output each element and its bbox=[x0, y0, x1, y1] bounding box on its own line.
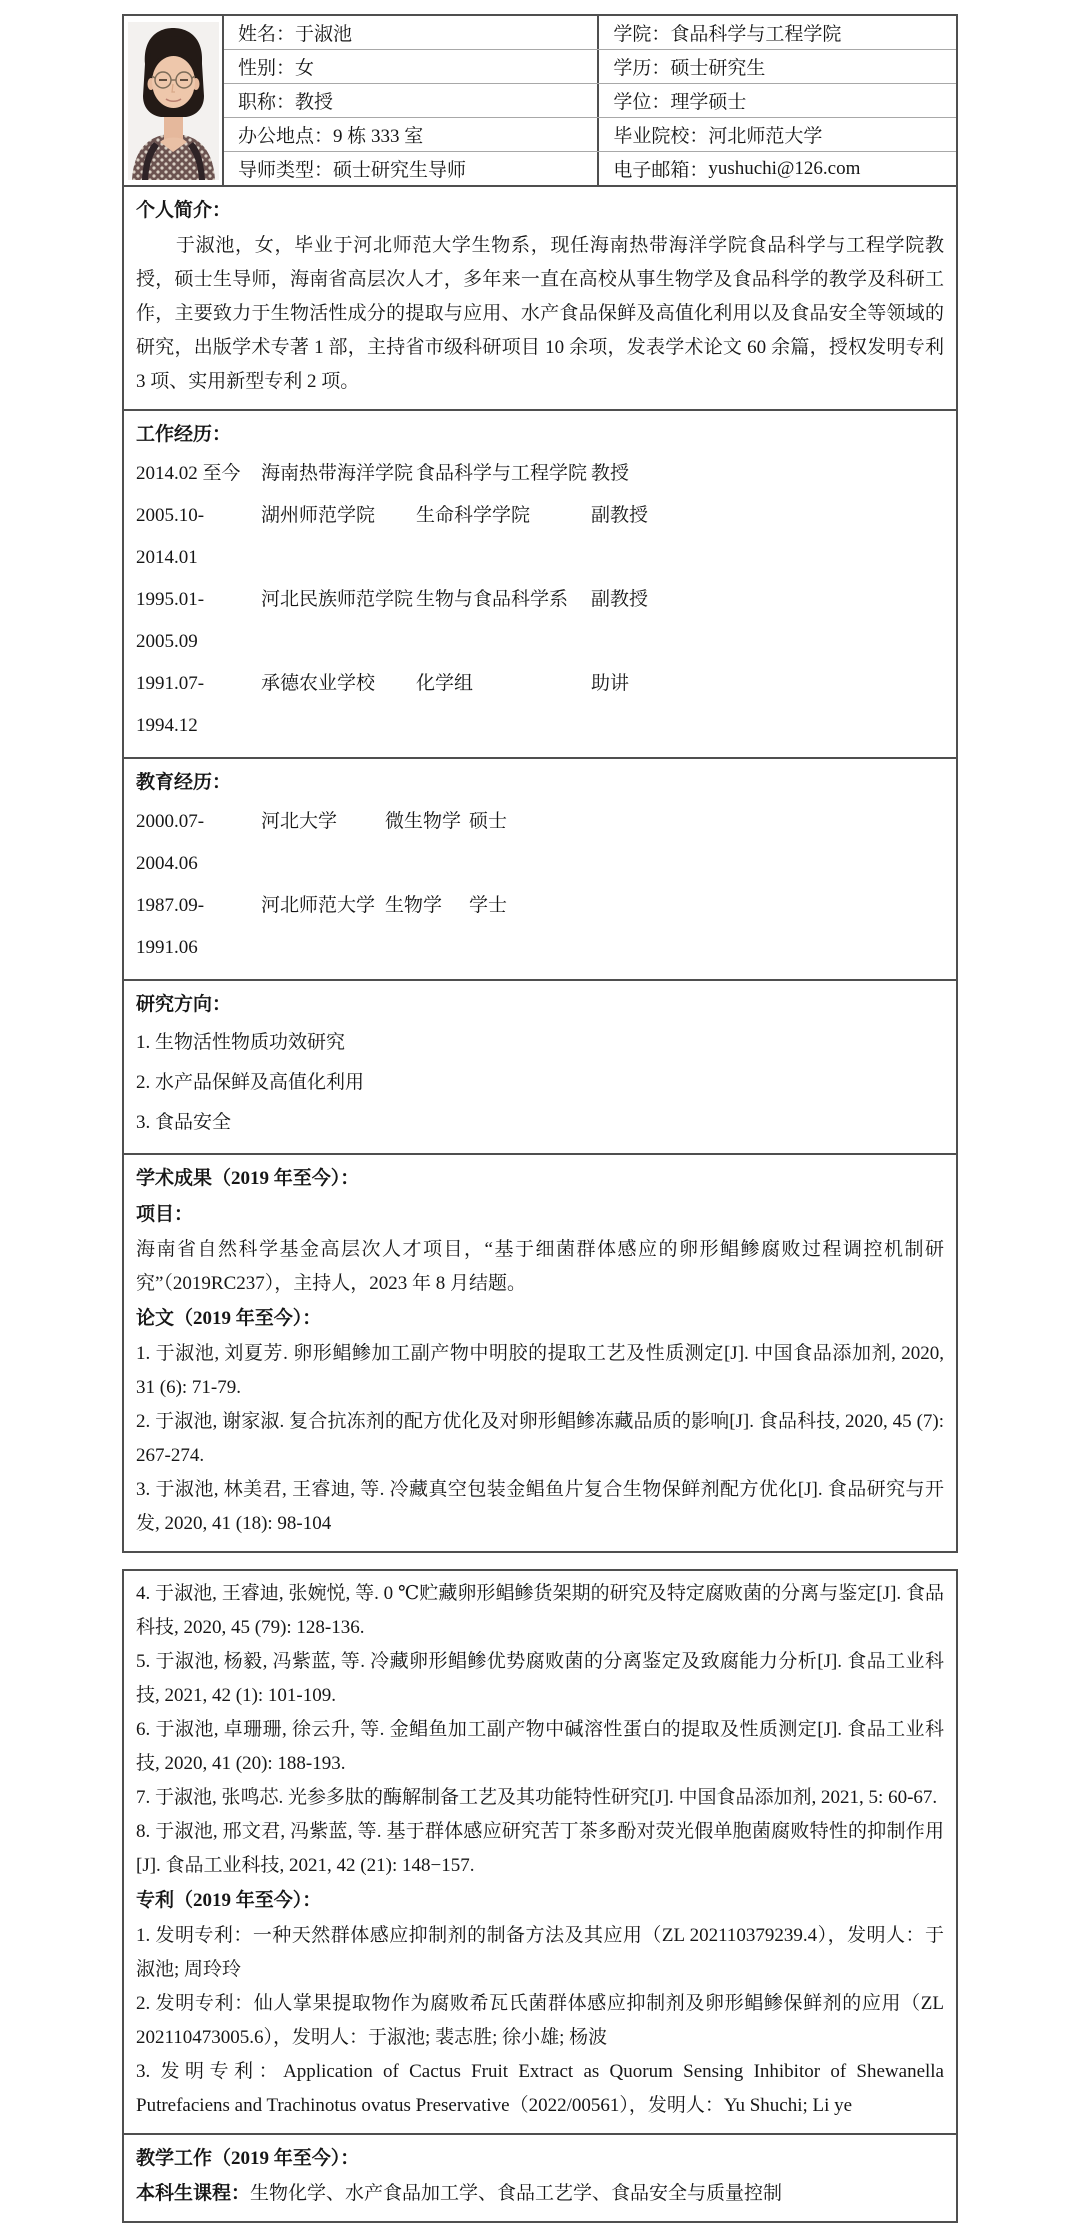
research-heading: 研究方向： bbox=[136, 994, 232, 1015]
work-heading: 工作经历： bbox=[136, 424, 232, 445]
profile-fields bbox=[224, 16, 956, 185]
field-college bbox=[597, 16, 956, 49]
section-research-directions bbox=[124, 979, 956, 1153]
edu-school: 河北师范大学 bbox=[261, 895, 376, 916]
field-value: 硕士研究生 bbox=[670, 58, 766, 79]
patent-item: 2. 发明专利：仙人掌果提取物作为腐败希瓦氏菌群体感应抑制剂及卵形鲳鲹保鲜剂的应用（ZL 202110473005.6），发明人：于淑池; 裴志胜; 徐小雄; 杨波 bbox=[136, 1993, 944, 2048]
section-intro bbox=[124, 187, 956, 409]
work-period: 2014.02 至今 bbox=[136, 463, 241, 484]
profile-field-row bbox=[224, 16, 956, 50]
research-item: 2. 水产品保鲜及高值化利用 bbox=[136, 1072, 365, 1093]
research-item: 3. 食品安全 bbox=[136, 1112, 232, 1133]
profile-field-row bbox=[224, 50, 956, 84]
field-label: 学位： bbox=[613, 92, 671, 113]
field-office bbox=[224, 118, 597, 151]
patents-heading: 专利（2019 年至今）： bbox=[136, 1890, 322, 1911]
field-supervisor-type bbox=[224, 152, 597, 185]
field-value: 教授 bbox=[295, 92, 334, 113]
work-row bbox=[136, 579, 944, 663]
projects-heading: 项目： bbox=[136, 1204, 194, 1225]
work-org: 海南热带海洋学院 bbox=[261, 463, 414, 484]
field-label: 姓名： bbox=[238, 24, 296, 45]
edu-degree: 硕士 bbox=[469, 811, 508, 832]
profile-field-row bbox=[224, 152, 956, 185]
edu-major: 生物学 bbox=[385, 895, 443, 916]
field-title bbox=[224, 84, 597, 117]
work-dept: 生命科学学院 bbox=[416, 505, 531, 526]
intro-heading: 个人简介： bbox=[136, 200, 232, 221]
paper-item: 3. 于淑池, 林美君, 王睿迪, 等. 冷藏真空包装金鲳鱼片复合生物保鲜剂配方优化[J]. 食品研究与开发, 2020, 41 (18): 98-104 bbox=[136, 1479, 944, 1534]
patent-item: 3. 发明专利：Application of Cactus Fruit Extract as Quorum Sensing Inhibitor of Shewanella Putrefaciens and Trachinotus ovatus Preservative（2022/00561），发明人：Yu Shuchi; Li ye bbox=[136, 2061, 944, 2116]
education-row bbox=[136, 885, 944, 969]
work-org: 湖州师范学院 bbox=[261, 505, 376, 526]
section-work-experience bbox=[124, 409, 956, 757]
intro-paragraph: 于淑池，女，毕业于河北师范大学生物系，现任海南热带海洋学院食品科学与工程学院教授，硕士生导师，海南省高层次人才，多年来一直在高校从事生物学及食品科学的教学及科研工作，主要致力于生物活性成分的提取与应用、水产食品保鲜及高值化利用以及食品安全等领域的研究，出版学术专著 1 部，主持省市级科研项目 10 余项，发表学术论文 60 余篇，授权发明专利 3 项、实用新型专利 2 项。 bbox=[136, 235, 944, 392]
paper-item: 7. 于淑池, 张鸣芯. 光参多肽的酶解制备工艺及其功能特性研究[J]. 中国食品添加剂, 2021, 5: 60-67. bbox=[136, 1787, 938, 1808]
portrait-photo-illustration bbox=[128, 22, 219, 180]
research-item: 1. 生物活性物质功效研究 bbox=[136, 1032, 346, 1053]
field-education-level bbox=[597, 50, 956, 83]
work-title: 助讲 bbox=[591, 673, 630, 694]
field-label: 毕业院校： bbox=[613, 126, 709, 147]
field-name bbox=[224, 16, 597, 49]
teaching-courses-line bbox=[136, 2177, 944, 2211]
edu-period: 1987.09-1991.06 bbox=[136, 895, 205, 958]
papers-heading: 论文（2019 年至今）： bbox=[136, 1308, 322, 1329]
work-period: 1991.07-1994.12 bbox=[136, 673, 205, 736]
edu-degree: 学士 bbox=[469, 895, 508, 916]
work-dept: 食品科学与工程学院 bbox=[416, 463, 588, 484]
patent-item: 1. 发明专利：一种天然群体感应抑制剂的制备方法及其应用（ZL 202110379239.4），发明人：于淑池; 周玲玲 bbox=[136, 1925, 944, 1980]
field-value: 理学硕士 bbox=[670, 92, 747, 113]
education-heading: 教育经历： bbox=[136, 772, 232, 793]
profile-photo bbox=[124, 16, 224, 185]
work-org: 承德农业学校 bbox=[261, 673, 376, 694]
field-value: 于淑池 bbox=[295, 24, 353, 45]
paper-item: 2. 于淑池, 谢家淑. 复合抗冻剂的配方优化及对卵形鲳鲹冻藏品质的影响[J]. 食品科技, 2020, 45 (7): 267-274. bbox=[136, 1411, 944, 1466]
paper-item: 5. 于淑池, 杨毅, 冯紫蓝, 等. 冷藏卵形鲳鲹优势腐败菌的分离鉴定及致腐能力分析[J]. 食品工业科技, 2021, 42 (1): 101-109. bbox=[136, 1651, 944, 1706]
paper-item: 8. 于淑池, 邢文君, 冯紫蓝, 等. 基于群体感应研究苦丁茶多酚对荧光假单胞菌腐败特性的抑制作用[J]. 食品工业科技, 2021, 42 (21): 148−157. bbox=[136, 1821, 944, 1876]
field-value: 食品科学与工程学院 bbox=[670, 24, 842, 45]
paper-item: 1. 于淑池, 刘夏芳. 卵形鲳鲹加工副产物中明胶的提取工艺及性质测定[J]. 中国食品添加剂, 2020, 31 (6): 71-79. bbox=[136, 1343, 944, 1398]
work-title: 教授 bbox=[591, 463, 630, 484]
profile-field-row bbox=[224, 118, 956, 152]
field-label: 学院： bbox=[613, 24, 671, 45]
field-value: yushuchi@126.com bbox=[708, 157, 861, 179]
work-period: 1995.01-2005.09 bbox=[136, 589, 205, 652]
section-teaching bbox=[124, 2133, 956, 2221]
work-title: 副教授 bbox=[591, 505, 649, 526]
achievements-heading: 学术成果（2019 年至今）： bbox=[136, 1168, 360, 1189]
teaching-heading: 教学工作（2019 年至今）： bbox=[136, 2148, 360, 2169]
field-gender bbox=[224, 50, 597, 83]
field-email bbox=[597, 152, 956, 185]
field-label: 性别： bbox=[238, 58, 296, 79]
work-title: 副教授 bbox=[591, 589, 649, 610]
section-achievements bbox=[124, 1153, 956, 1551]
courses-label: 本科生课程： bbox=[136, 2183, 251, 2204]
field-label: 办公地点： bbox=[238, 126, 334, 147]
work-org: 河北民族师范学院 bbox=[261, 589, 414, 610]
field-label: 学历： bbox=[613, 58, 671, 79]
section-education bbox=[124, 757, 956, 979]
section-achievements-continued bbox=[124, 1571, 956, 2133]
edu-period: 2000.07-2004.06 bbox=[136, 811, 205, 874]
field-value: 女 bbox=[295, 58, 315, 79]
work-dept: 生物与食品科学系 bbox=[416, 589, 569, 610]
page-block-2 bbox=[122, 1569, 958, 2223]
field-value: 河北师范大学 bbox=[708, 126, 823, 147]
page-block-1 bbox=[122, 14, 958, 1553]
field-label: 导师类型： bbox=[238, 160, 334, 181]
field-label: 职称： bbox=[238, 92, 296, 113]
edu-major: 微生物学 bbox=[385, 811, 462, 832]
field-value: 9 栋 333 室 bbox=[333, 126, 424, 147]
paper-item: 4. 于淑池, 王睿迪, 张婉悦, 等. 0 ℃贮藏卵形鲳鲹货架期的研究及特定腐败菌的分离与鉴定[J]. 食品科技, 2020, 45 (79): 128-136. bbox=[136, 1583, 944, 1638]
work-row bbox=[136, 453, 944, 495]
paper-item: 6. 于淑池, 卓珊珊, 徐云升, 等. 金鲳鱼加工副产物中碱溶性蛋白的提取及性质测定[J]. 食品工业科技, 2020, 41 (20): 188-193. bbox=[136, 1719, 944, 1774]
field-alma-mater bbox=[597, 118, 956, 151]
courses-value: 生物化学、水产食品加工学、食品工艺学、食品安全与质量控制 bbox=[250, 2183, 783, 2204]
work-row bbox=[136, 663, 944, 747]
work-period: 2005.10-2014.01 bbox=[136, 505, 205, 568]
field-label: 电子邮箱： bbox=[613, 160, 709, 181]
profile-header-table bbox=[124, 16, 956, 187]
profile-field-row bbox=[224, 84, 956, 118]
work-row bbox=[136, 495, 944, 579]
edu-school: 河北大学 bbox=[261, 811, 338, 832]
project-item: 海南省自然科学基金高层次人才项目，“基于细菌群体感应的卵形鲳鲹腐败过程调控机制研究”（2019RC237），主持人，2023 年 8 月结题。 bbox=[136, 1239, 944, 1294]
field-value: 硕士研究生导师 bbox=[333, 160, 467, 181]
field-degree bbox=[597, 84, 956, 117]
work-dept: 化学组 bbox=[416, 673, 474, 694]
education-row bbox=[136, 801, 944, 885]
